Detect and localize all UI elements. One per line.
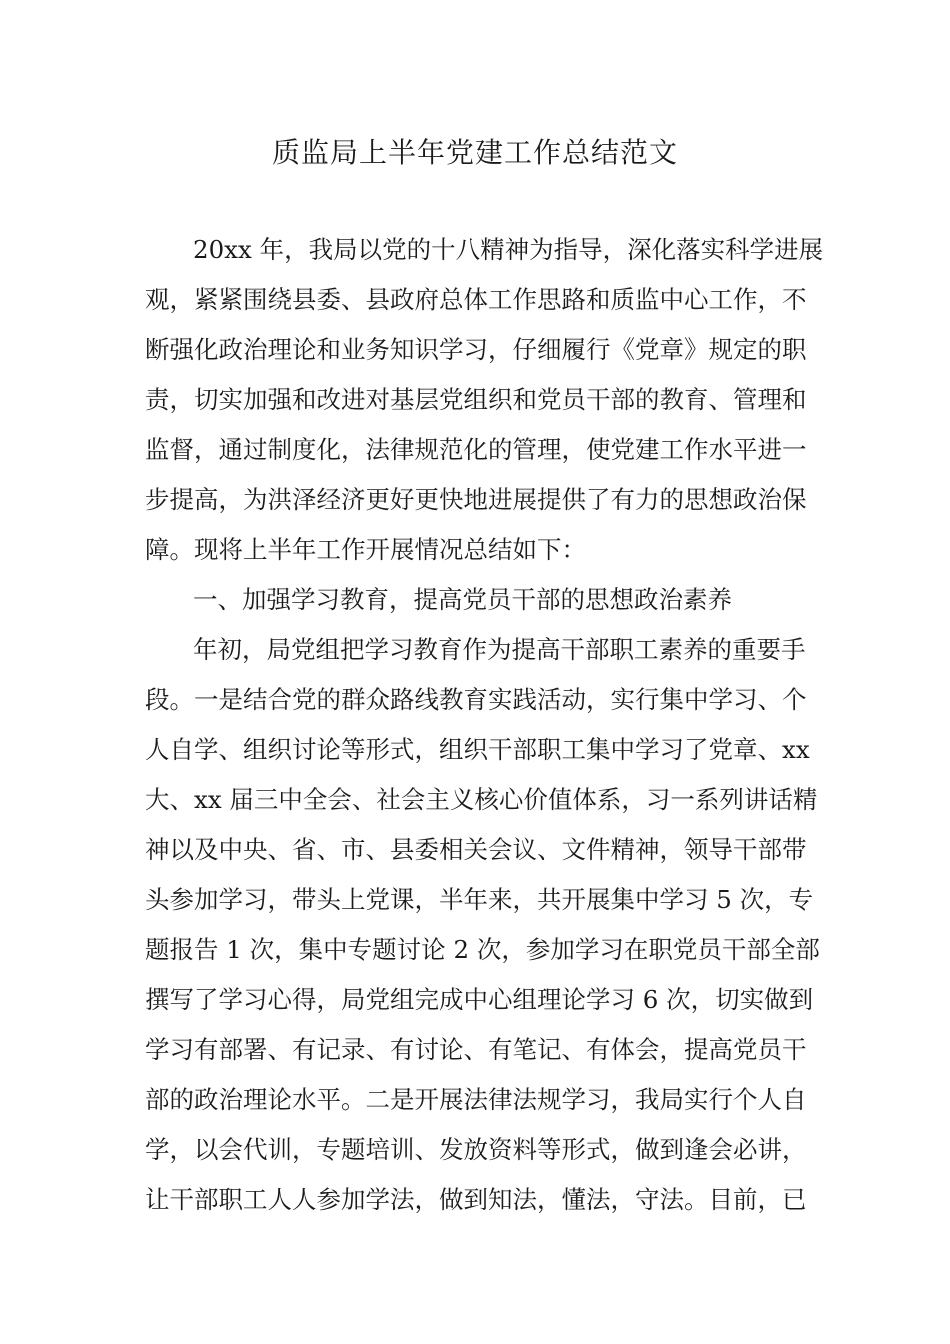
paragraph-2-line-12: 让干部职工人人参加学法，做到知法，懂法，守法。目前，已 — [145, 1185, 807, 1214]
paragraph-2-line-7: 题报告 1 次，集中专题讨论 2 次，参加学习在职党员干部全部 — [145, 935, 820, 964]
paragraph-2-line-1: 年初，局党组把学习教育作为提高干部职工素养的重要手 — [193, 635, 806, 664]
paragraph-1-line-2: 观，紧紧围绕县委、县政府总体工作思路和质监中心工作，不 — [145, 285, 807, 314]
paragraph-2-line-3: 人自学、组织讨论等形式，组织干部职工集中学习了党章、xx — [145, 735, 810, 764]
paragraph-2-line-9: 学习有部署、有记录、有讨论、有笔记、有体会，提高党员干 — [145, 1035, 807, 1064]
paragraph-1-line-5: 监督，通过制度化，法律规范化的管理，使党建工作水平进一 — [145, 435, 807, 464]
paragraph-1-line-1: 20xx 年，我局以党的十八精神为指导，深化落实科学进展 — [193, 235, 824, 264]
paragraph-2-line-10: 部的政治理论水平。二是开展法律法规学习，我局实行个人自 — [145, 1085, 807, 1114]
paragraph-2-line-4: 大、xx 届三中全会、社会主义核心价值体系，习一系列讲话精 — [145, 785, 818, 814]
paragraph-2-line-2: 段。一是结合党的群众路线教育实践活动，实行集中学习、个 — [145, 685, 807, 714]
paragraph-2-line-6: 头参加学习，带头上党课，半年来，共开展集中学习 5 次，专 — [145, 885, 814, 914]
paragraph-1-line-6: 步提高，为洪泽经济更好更快地进展提供了有力的思想政治保 — [145, 485, 807, 514]
paragraph-2-line-11: 学，以会代训，专题培训、发放资料等形式，做到逢会必讲， — [145, 1135, 807, 1164]
paragraph-1-line-3: 断强化政治理论和业务知识学习，仔细履行《党章》规定的职 — [145, 335, 807, 364]
section-heading-1: 一、加强学习教育，提高党员干部的思想政治素养 — [193, 585, 732, 614]
document-title: 质监局上半年党建工作总结范文 — [271, 136, 678, 169]
paragraph-1-line-4: 责，切实加强和改进对基层党组织和党员干部的教育、管理和 — [145, 385, 807, 414]
paragraph-2-line-5: 神以及中央、省、市、县委相关会议、文件精神，领导干部带 — [145, 835, 807, 864]
paragraph-1-line-7: 障。现将上半年工作开展情况总结如下： — [145, 535, 586, 564]
paragraph-2-line-8: 撰写了学习心得，局党组完成中心组理论学习 6 次，切实做到 — [145, 985, 814, 1014]
